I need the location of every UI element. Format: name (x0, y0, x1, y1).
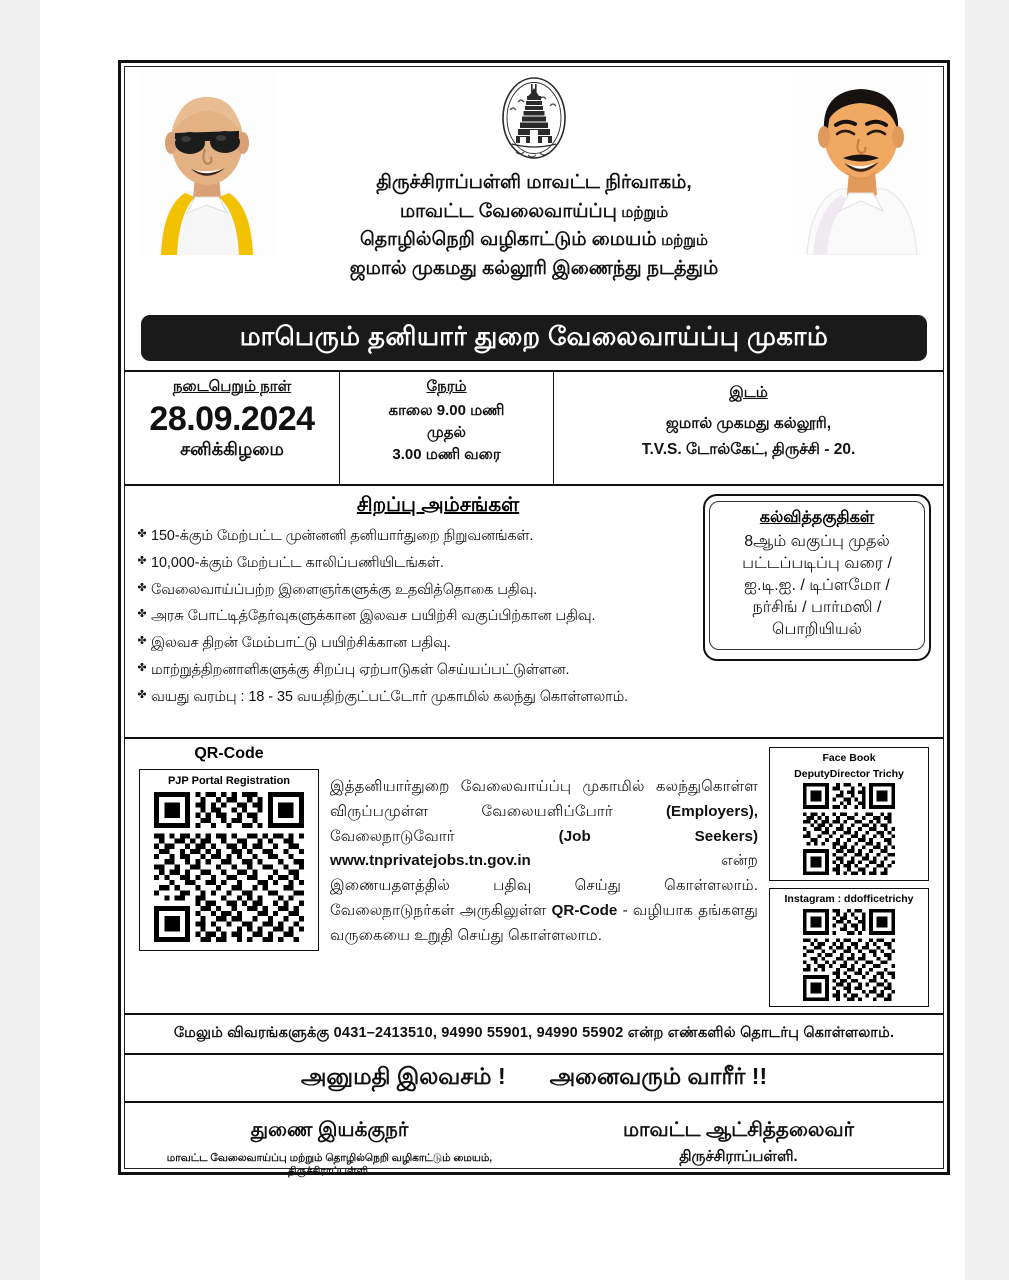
features-column (133, 490, 713, 715)
feature-item (133, 581, 713, 599)
feature-item-text: மாற்றுத்திறனாளிகளுக்கு சிறப்பு ஏற்பாடுகள் செய்யப்பட்டுள்ளன. (151, 661, 570, 678)
signature-district-collector (534, 1103, 943, 1168)
feature-item-text: 150-க்கும் மேற்பட்ட முன்னனி தனியார்துறை நிறுவனங்கள். (151, 528, 534, 544)
qualification-line: பட்டப்படிப்பு வரை / (742, 555, 892, 573)
instagram-qr-card[interactable] (769, 888, 929, 1007)
deputy-director-office: மாவட்ட வேலைவாய்ப்பு மற்றும் தொழில்நெறி வழிகாட்டும் மையம், திருச்சிராப்பள்ளி. (166, 1152, 493, 1177)
qualification-line: ஐ.டி.ஐ. / டிப்ளமோ / (744, 577, 890, 595)
feature-item-text: இலவச திறன் மேம்பாட்டு பயிற்சிக்கான பதிவு. (151, 635, 451, 652)
karunanidhi-portrait (139, 73, 275, 255)
stalin-portrait (793, 73, 929, 255)
social-qr-column (769, 747, 929, 1014)
para-seg: என்ற (721, 852, 758, 870)
feature-item (133, 527, 713, 545)
qr-code-heading: QR-Code (194, 745, 264, 762)
signatures-section (125, 1103, 943, 1177)
para-seg: அருகிலுள்ள (459, 901, 547, 919)
event-time-cell (340, 372, 554, 484)
poster-header (125, 67, 943, 315)
feature-item (133, 661, 713, 679)
pjp-portal-qr-caption: PJP Portal Registration (167, 775, 291, 787)
para-seg-qrcode: QR-Code (551, 901, 618, 919)
org-line-2 (295, 198, 773, 227)
registration-qr-section (125, 739, 943, 1015)
feature-item (133, 554, 713, 572)
pjp-portal-qr-image[interactable] (154, 792, 304, 942)
contact-section (125, 1015, 943, 1055)
pjp-portal-qr-card[interactable] (139, 769, 319, 951)
event-date-heading: நடைபெறும் நாள் (172, 378, 292, 395)
event-date-cell (125, 372, 340, 484)
flower-bullet-icon: ✤ (137, 635, 147, 648)
para-seg-employers: (Employers), (666, 802, 758, 820)
registration-paragraph (330, 775, 758, 948)
org-line-3 (295, 226, 773, 255)
para-seg: - (622, 901, 628, 919)
para-seg: வேலைவாய்ப்பு (460, 778, 572, 795)
org-line-1-main: திருச்சிராப்பள்ளி மாவட்ட நிர்வாகம், (376, 172, 692, 193)
features-section (125, 486, 943, 739)
para-seg: இணையதளத்தில் பதிவு செய்து கொள்ளலாம். (330, 877, 758, 895)
org-line-3-suffix: மற்றும் (661, 232, 708, 249)
district-collector-place: திருச்சிராப்பள்ளி. (679, 1148, 798, 1165)
para-seg: கொள்ளலாம. (508, 926, 602, 944)
slogan-left: அனுமதி இலவசம் ! (300, 1063, 506, 1089)
feature-item-text: வேலைவாய்ப்பற்ற இளைஞர்களுக்கு உதவித்தொகை பதிவு. (151, 581, 538, 598)
para-seg: வேலைநாடுவோர் (330, 827, 455, 845)
event-venue-line-1: ஜமால் முகமது கல்லூரி, (665, 415, 832, 432)
poster (118, 60, 950, 1175)
para-seg: இத்தனியார்துறை (330, 778, 450, 795)
para-seg-jobseekers: (Job Seekers) (558, 827, 758, 845)
page-canvas (40, 0, 965, 1280)
banner-wrapper (141, 315, 927, 361)
flower-bullet-icon: ✤ (137, 581, 147, 594)
flower-bullet-icon: ✤ (137, 528, 147, 540)
features-title: சிறப்பு அம்சங்கள் (356, 494, 520, 516)
flower-bullet-icon: ✤ (137, 608, 147, 621)
slogan-right: அனைவரும் வாரீர் !! (549, 1063, 768, 1089)
event-venue-line-2: T.V.S. டோல்கேட், திருச்சி - 20. (641, 441, 856, 459)
facebook-qr-card[interactable] (769, 747, 929, 881)
feature-item (133, 607, 713, 625)
qualifications-box (703, 494, 931, 661)
qualifications-box-inner (709, 501, 925, 650)
deputy-director-title: துணை இயக்குநர் (250, 1119, 409, 1141)
contact-numbers-text: மேலும் விவரங்களுக்கு 0431–2413510, 94990 55901, 94990 55902 என்ற எண்களில் தொடர்பு கொள்ளலாம். (173, 1025, 895, 1041)
para-seg: வழியாக தங்களது வருகையை உறுதி செய்து (330, 901, 758, 944)
para-seg: வேலைநாடுநர்கள் (330, 901, 455, 919)
organizer-lines (295, 169, 773, 283)
qualification-line: பொறியியல் (772, 621, 862, 639)
para-seg: கலந்துகொள்ள விருப்பமுள்ள வேலையளிப்போர் (330, 778, 758, 820)
org-line-4 (295, 255, 773, 284)
instagram-qr-image[interactable] (803, 909, 895, 1001)
org-line-2-suffix: மற்றும் (621, 203, 669, 221)
event-venue-cell (554, 372, 943, 484)
flower-bullet-icon: ✤ (137, 688, 147, 701)
poster-inner-border (124, 66, 944, 1177)
signature-deputy-director (125, 1103, 534, 1177)
event-title-banner: மாபெரும் தனியார் துறை வேலைவாய்ப்பு முகாம் (141, 315, 927, 361)
feature-item-text: அரசு போட்டித்தேர்வுகளுக்கான இலவச பயிற்சி வகுப்பிற்கான பதிவு. (151, 608, 596, 625)
facebook-qr-caption-line2: DeputyDirector Trichy (794, 767, 904, 780)
facebook-qr-caption-line1: Face Book (822, 752, 876, 764)
facebook-qr-image[interactable] (803, 783, 895, 875)
org-line-2-main: மாவட்ட வேலைவாய்ப்பு (399, 200, 617, 222)
qr-left-column (139, 745, 319, 951)
instagram-qr-caption: Instagram : ddofficetrichy (784, 893, 914, 906)
feature-item (133, 634, 713, 652)
para-seg: முகாமில் (582, 778, 645, 795)
org-line-1 (295, 169, 773, 198)
tamil-nadu-state-emblem (496, 72, 572, 168)
district-collector-title: மாவட்ட ஆட்சித்தலைவர் (622, 1119, 855, 1141)
event-time-line-3: 3.00 மணி வரை (392, 445, 501, 463)
event-time-line-2: முதல் (427, 423, 466, 441)
feature-item (133, 688, 713, 706)
org-line-3-main: தொழில்நெறி வழிகாட்டும் மையம் (360, 229, 657, 250)
qualification-line: 8ஆம் வகுப்பு முதல் (744, 533, 890, 550)
feature-item-text: வயது வரம்பு : 18 - 35 வயதிற்குட்பட்டோர் முகாமில் கலந்து கொள்ளலாம். (151, 688, 629, 705)
org-line-4-main: ஜமால் முகமது கல்லூரி இணைந்து நடத்தும் (349, 257, 719, 279)
event-venue-heading: இடம் (729, 384, 768, 401)
flower-bullet-icon: ✤ (137, 661, 147, 674)
event-info-strip (125, 370, 943, 486)
event-time-line-1: காலை 9.00 மணி (388, 402, 505, 419)
event-date-value: 28.09.2024 (149, 400, 315, 438)
qualification-line: நர்சிங் / பார்மஸி / (752, 599, 882, 617)
event-day-value: சனிக்கிழமை (180, 439, 284, 460)
flower-bullet-icon: ✤ (137, 554, 147, 567)
event-time-heading: நேரம் (426, 378, 467, 395)
qualifications-title: கல்வித்தகுதிகள் (759, 509, 875, 526)
slogan-section (125, 1055, 943, 1103)
portal-url[interactable]: www.tnprivatejobs.tn.gov.in (330, 852, 531, 870)
feature-item-text: 10,000-க்கும் மேற்பட்ட காலிப்பணியிடங்கள். (151, 554, 444, 571)
